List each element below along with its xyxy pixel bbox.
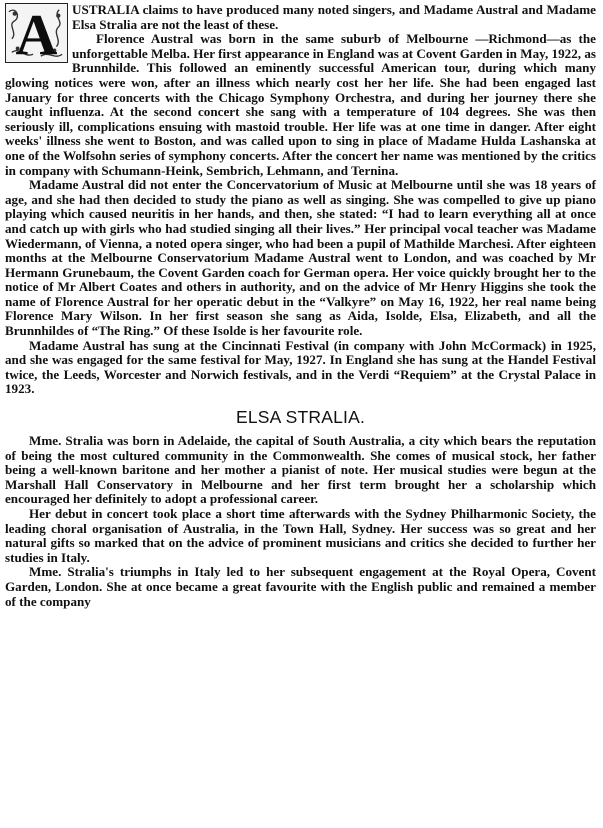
paragraph-austral-biography: Florence Austral was born in the same suburb of Melbourne —Richmond—as the unforgettable Melba. Her first appearance in England was at Covent Garden in May, 1922, as Brunnhilde. This followed an eminently successful American tour, during which many glowing notices were won, after an illness which nearly cost her her life. She had been engaged last January for three concerts with the Chicago Symphony Orchestra, and during her journey there she caught influenza. At the second concert she sang with a temperature of 104 degrees. She was then seriously ill, complications ensuing with mastoid trouble. Her life was at one time in danger. After eight weeks' illness she went to Boston, and was called upon to sing in place of Madame Hulda Lashanska at one of the Wolfsohn series of symphony concerts. After the concert her name was mentioned by the critics in company with Schumann-Heink, Sembrich, Lehmann, and Ternina.: [5, 31, 596, 178]
paragraph-austral-training: Madame Austral did not enter the Concervatorium of Music at Melbourne until she was 18 years of age, and she had then decided to study the piano as well as singing. She was compelled to give up piano playing which caused neuritis in her hands, and then, she stated: “I had to learn everything all at once and catch up with girls who had studied singing all their lives.” Her principal vocal teacher was Madame Wiedermann, of Vienna, a noted opera singer, who had been a pupil of Mathilde Marchesi. After eighteen months at the Melbourne Conservatorium Madame Austral went to London, and was coached by Mr Hermann Grunebaum, the Covent Garden coach for German opera. Her voice quickly brought her to the notice of Mr Albert Coates and others in authority, and on the advice of Mr Henry Higgins she took the name of Florence Austral for her operatic debut in the “Valkyre” on May 16, 1922, her real name being Florence Mary Wilson. In her first season she sang as Aida, Isolde, Elsa, Elizabeth, and all the Brunnhildes of “The Ring.” Of these Isolde is her favourite role.: [5, 177, 596, 339]
paragraph-stralia-origins: Mme. Stralia was born in Adelaide, the capital of South Australia, a city which bears the reputation of being the most cultured community in the Commonwealth. She comes of musical stock, her father being a well-known baritone and her mother a pianist of note. Her musical studies were begun at the Marshall Hall Conservatory in Melbourne and her first term brought her a scholarship which encouraged her definitely to adopt a professional career.: [5, 433, 596, 507]
paragraph-stralia-debut: Her debut in concert took place a short time afterwards with the Sydney Philharmonic Society, the leading choral organisation of Australia, in the Town Hall, Sydney. Her success was so great and her natural gifts so marked that on the advice of prominent musicians and critics she decided to further her studies in Italy.: [5, 506, 596, 565]
drop-cap-letter: A: [15, 3, 58, 63]
paragraph-intro: USTRALIA claims to have produced many noted singers, and Madame Austral and Madame Elsa Stralia are not the least of these.: [72, 2, 596, 32]
paragraph-austral-festivals: Madame Austral has sung at the Cincinnati Festival (in company with John McCormack) in 1925, and she was engaged for the same festival for May, 1927. In England she has sung at the Handel Festival twice, the Leeds, Worcester and Norwich festivals, and in the Verdi “Requiem” at the Crystal Palace in 1923.: [5, 337, 596, 397]
paragraph-stralia-italy: Mme. Stralia's triumphs in Italy led to her subsequent engagement at the Royal Opera, Covent Garden, London. She at once became a great favourite with the English public and remained a member of the company: [5, 564, 596, 609]
drop-cap-ornament: [5, 3, 68, 63]
section-heading-elsa-stralia: ELSA STRALIA.: [235, 407, 366, 428]
